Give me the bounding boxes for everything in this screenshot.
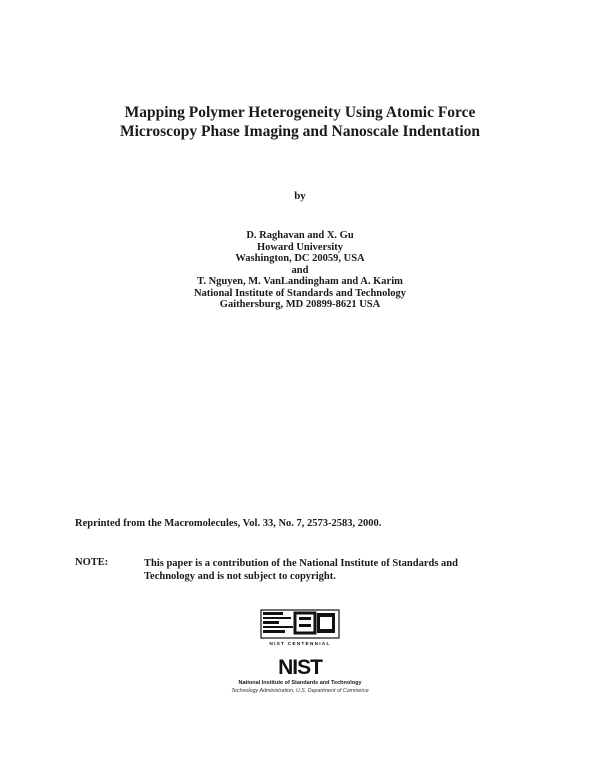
paper-title bbox=[0, 103, 600, 141]
centennial-caption: NIST CENTENNIAL bbox=[269, 642, 331, 647]
title-line-1: Mapping Polymer Heterogeneity Using Atomic Force bbox=[124, 104, 476, 121]
by-label: by bbox=[294, 190, 306, 202]
nist-logo-text: NIST bbox=[278, 656, 322, 677]
address-1: Washington, DC 20059, USA bbox=[235, 253, 365, 264]
authors-and: and bbox=[291, 264, 309, 276]
note-line-2: Technology and is not subject to copyright. bbox=[144, 571, 336, 582]
affiliation-2: National Institute of Standards and Technology bbox=[193, 287, 407, 299]
nist-logo-icon bbox=[270, 655, 330, 677]
note-line-1: This paper is a contribution of the National Institute of Standards and bbox=[144, 558, 458, 569]
title-line-2: Microscopy Phase Imaging and Nanoscale Indentation bbox=[119, 123, 481, 140]
reprint-citation: Reprinted from the Macromolecules, Vol. 33, No. 7, 2573-2583, 2000. bbox=[75, 518, 382, 529]
affiliation-1: Howard University bbox=[256, 241, 344, 253]
note-label: NOTE: bbox=[75, 557, 109, 568]
nist-centennial-logo-icon bbox=[259, 608, 341, 648]
address-2: Gaithersburg, MD 20899-8621 USA bbox=[219, 299, 381, 310]
author-block bbox=[0, 230, 600, 311]
nist-department: Technology Administration, U.S. Department of Commerce bbox=[231, 688, 369, 694]
note-text bbox=[144, 557, 544, 583]
authors-line-2: T. Nguyen, M. VanLandingham and A. Karim bbox=[197, 276, 403, 287]
authors-line-1: D. Raghavan and X. Gu bbox=[246, 230, 354, 241]
nist-institute-name: National Institute of Standards and Technology bbox=[238, 680, 362, 686]
